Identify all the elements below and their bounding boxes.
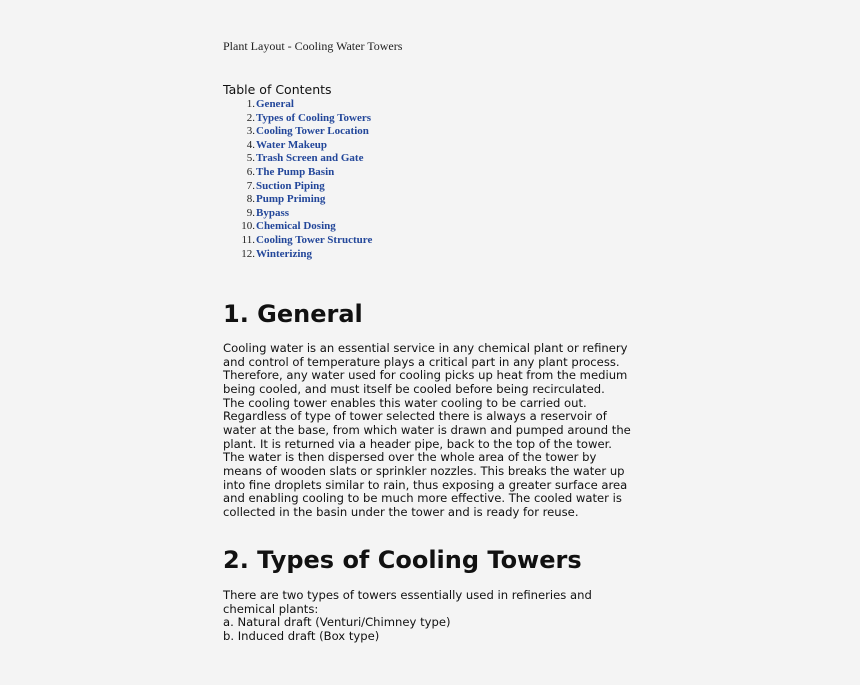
toc-item-trash-screen bbox=[223, 152, 372, 166]
paragraph-line: chemical plants: bbox=[223, 601, 319, 616]
paragraph-line: water at the base, from which water is drawn and pumped around the bbox=[223, 422, 631, 437]
paragraph-line: collected in the basin under the tower and is ready for reuse. bbox=[223, 504, 579, 519]
toc-item-general bbox=[223, 98, 372, 112]
list-item-induced-draft: b. Induced draft (Box type) bbox=[223, 628, 380, 643]
paragraph-line: being cooled, and must itself be cooled before being recirculated. bbox=[223, 381, 605, 396]
general-paragraph bbox=[223, 342, 631, 520]
toc-item-number: 5. bbox=[246, 152, 255, 165]
toc-link-the-pump-basin[interactable]: The Pump Basin bbox=[256, 165, 335, 178]
paragraph-line: The water is then dispersed over the whole area of the tower by bbox=[223, 450, 597, 465]
paragraph-line: plant. It is returned via a header pipe, back to the top of the tower. bbox=[223, 436, 612, 451]
paragraph-line: The cooling tower enables this water cooling to be carried out. bbox=[223, 395, 587, 410]
toc-item-winterizing bbox=[223, 248, 372, 262]
toc-item-location bbox=[223, 125, 372, 139]
paragraph-line: means of wooden slats or sprinkler nozzles. This breaks the water up bbox=[223, 463, 625, 478]
toc-item-number: 11. bbox=[241, 233, 255, 246]
toc-link-bypass[interactable]: Bypass bbox=[256, 206, 290, 219]
list-item-natural-draft: a. Natural draft (Venturi/Chimney type) bbox=[223, 615, 451, 630]
paragraph-line: into fine droplets similar to rain, thus exposing a greater surface area bbox=[223, 477, 628, 492]
toc-link-chemical-dosing[interactable]: Chemical Dosing bbox=[256, 220, 336, 233]
toc-link-types-of-cooling-towers[interactable]: Types of Cooling Towers bbox=[256, 111, 372, 124]
toc-link-suction-piping[interactable]: Suction Piping bbox=[256, 179, 325, 192]
toc-item-tower-structure bbox=[223, 234, 372, 248]
toc-item-number: 4. bbox=[246, 138, 255, 151]
paragraph-line: There are two types of towers essentially used in refineries and bbox=[223, 588, 592, 602]
toc-item-number: 8. bbox=[246, 193, 255, 206]
paragraph-line: Therefore, any water used for cooling picks up heat from the medium bbox=[223, 368, 628, 383]
toc-item-types bbox=[223, 112, 372, 126]
document-header-title: Plant Layout - Cooling Water Towers bbox=[223, 39, 403, 53]
toc-link-winterizing[interactable]: Winterizing bbox=[256, 247, 313, 260]
toc-item-number: 2. bbox=[246, 111, 255, 124]
toc-link-cooling-tower-location[interactable]: Cooling Tower Location bbox=[256, 125, 369, 138]
toc-item-water-makeup bbox=[223, 139, 372, 153]
toc-link-trash-screen-and-gate[interactable]: Trash Screen and Gate bbox=[256, 152, 364, 165]
toc-item-number: 3. bbox=[246, 125, 255, 138]
toc-link-cooling-tower-structure[interactable]: Cooling Tower Structure bbox=[256, 233, 373, 246]
table-of-contents bbox=[223, 98, 372, 261]
toc-link-water-makeup[interactable]: Water Makeup bbox=[256, 138, 327, 151]
toc-item-number: 9. bbox=[246, 206, 255, 219]
toc-link-pump-priming[interactable]: Pump Priming bbox=[256, 193, 326, 206]
paragraph-line: and enabling cooling to be much more effective. The cooled water is bbox=[223, 491, 622, 506]
toc-item-number: 10. bbox=[241, 220, 255, 233]
toc-item-number: 1. bbox=[246, 98, 255, 110]
section-heading-types-of-cooling-towers: 2. Types of Cooling Towers bbox=[223, 546, 582, 574]
paragraph-line: Regardless of type of tower selected there is always a reservoir of bbox=[223, 409, 607, 424]
toc-item-number: 7. bbox=[246, 179, 255, 192]
toc-item-number: 12. bbox=[241, 247, 255, 260]
toc-item-bypass bbox=[223, 207, 372, 221]
toc-title: Table of Contents bbox=[223, 82, 332, 97]
toc-link-general[interactable]: General bbox=[256, 98, 294, 110]
toc-item-pump-basin bbox=[223, 166, 372, 180]
toc-item-number: 6. bbox=[246, 165, 255, 178]
section-heading-general: 1. General bbox=[223, 300, 363, 328]
toc-item-chemical-dosing bbox=[223, 220, 372, 234]
toc-item-suction-piping bbox=[223, 180, 372, 194]
types-paragraph bbox=[223, 589, 592, 644]
toc-item-pump-priming bbox=[223, 193, 372, 207]
paragraph-line: Cooling water is an essential service in any chemical plant or refinery bbox=[223, 341, 628, 355]
paragraph-line: and control of temperature plays a critical part in any plant process. bbox=[223, 354, 620, 369]
